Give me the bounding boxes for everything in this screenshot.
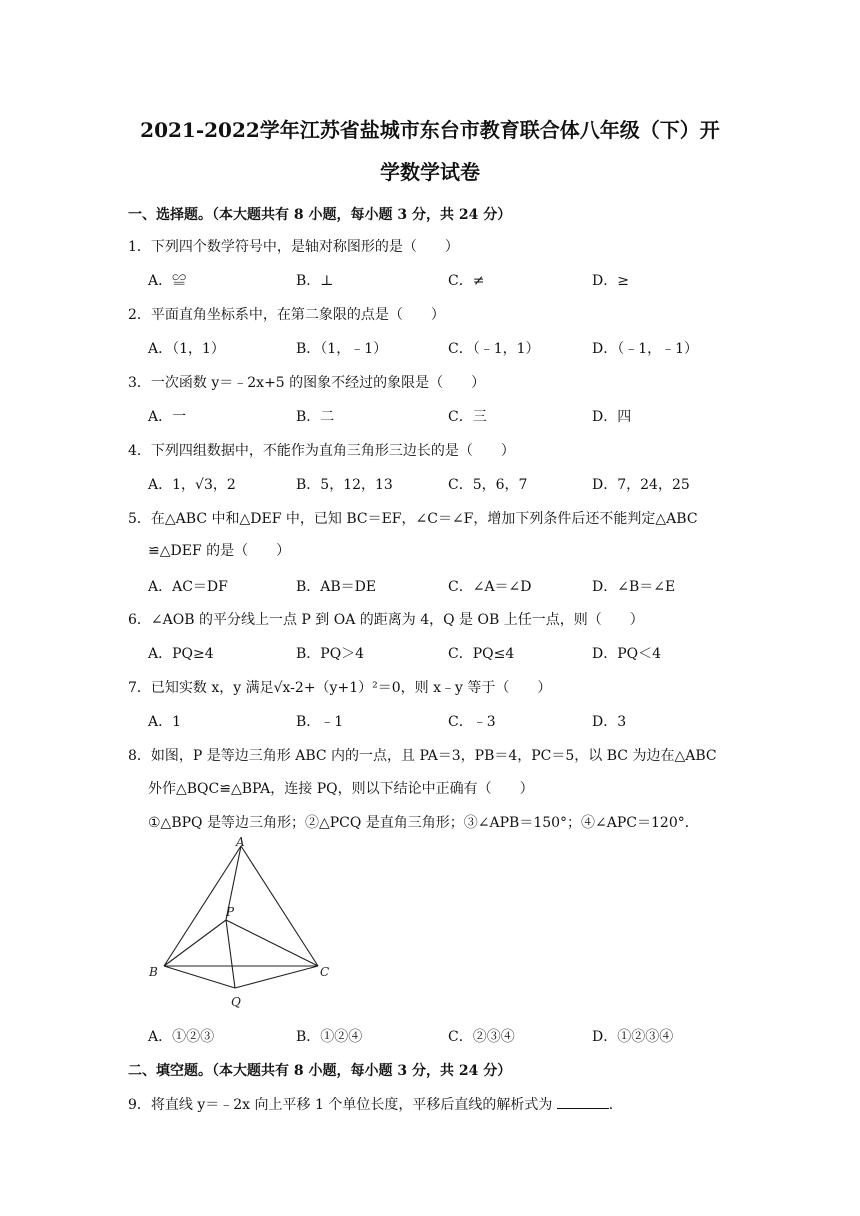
question-2-options: [148, 338, 748, 358]
q7-option-c: C．﹣3: [448, 714, 496, 730]
question-1-stem: 1．下列四个数学符号中，是轴对称图形的是（ ）: [128, 239, 459, 255]
q4-option-b: B．5，12，13: [296, 477, 393, 493]
question-2-stem: 2．平面直角坐标系中，在第二象限的点是（ ）: [128, 307, 445, 323]
question-8-options: [148, 1026, 748, 1046]
question-7-stem: 7．已知实数 x，y 满足√x-2+（y+1）²＝0，则 x﹣y 等于（ ）: [128, 680, 552, 696]
equilateral-triangle-figure: [140, 836, 340, 1014]
q5-option-d: D．∠B＝∠E: [592, 579, 676, 595]
exam-title-line-1: 2021-2022学年江苏省盐城市东台市教育联合体八年级（下）开: [140, 118, 720, 142]
q5-option-c: C．∠A＝∠D: [448, 579, 532, 595]
q2-option-c: C．（﹣1，1）: [448, 341, 540, 357]
q2-option-b: B．（1，﹣1）: [296, 341, 388, 357]
question-5-options: [148, 576, 748, 596]
q3-option-c: C．三: [448, 409, 487, 425]
q8-option-a: A．①②③: [148, 1029, 215, 1045]
question-6-options: [148, 643, 748, 663]
q2-option-d: D．（﹣1，﹣1）: [592, 341, 699, 357]
question-8-stem: 8．如图，P 是等边三角形 ABC 内的一点，且 PA＝3，PB＝4，PC＝5，以 BC 为边在△ABC: [128, 748, 717, 764]
question-4-stem: 4．下列四组数据中，不能作为直角三角形三边长的是（ ）: [128, 443, 515, 459]
answer-blank[interactable]: [557, 1094, 609, 1109]
question-1-options: [148, 270, 748, 290]
question-9-end: ．: [608, 1097, 623, 1113]
question-5-stem: 5．在△ABC 中和△DEF 中，已知 BC＝EF，∠C＝∠F，增加下列条件后还不能判定△ABC: [128, 511, 698, 527]
segment-bq: [164, 966, 235, 988]
q6-option-c: C．PQ≤4: [448, 646, 515, 662]
question-4-options: [148, 474, 748, 494]
section-1-heading: 一、选择题。（本大题共有 8 小题，每小题 3 分，共 24 分）: [128, 207, 512, 223]
question-6-stem: 6．∠AOB 的平分线上一点 P 到 OA 的距离为 4，Q 是 OB 上任一点，则（ ）: [128, 612, 644, 628]
q4-option-a: A．1，√3，2: [148, 477, 236, 493]
q3-option-b: B．二: [296, 409, 335, 425]
q8-option-c: C．②③④: [448, 1029, 515, 1045]
q3-option-a: A．一: [148, 409, 187, 425]
question-7-options: [148, 711, 748, 731]
q1-option-c: C．≠: [448, 273, 485, 289]
q6-option-d: D．PQ＜4: [592, 646, 662, 662]
question-8-stem-continued: 外作△BQC≌△BPA，连接 PQ，则以下结论中正确有（ ）: [148, 781, 534, 797]
q7-option-b: B．﹣1: [296, 714, 344, 730]
q4-option-c: C．5，6，7: [448, 477, 528, 493]
q4-option-d: D．7，24，25: [592, 477, 690, 493]
exam-title-line-2: 学数学试卷: [380, 160, 480, 184]
q8-option-b: B．①②④: [296, 1029, 363, 1045]
q1-option-b: B．⊥: [296, 273, 334, 289]
question-9-text: 9．将直线 y＝﹣2x 向上平移 1 个单位长度，平移后直线的解析式为: [128, 1097, 553, 1113]
q2-option-a: A．（1，1）: [148, 341, 225, 357]
q3-option-d: D．四: [592, 409, 632, 425]
point-label-q: Q: [231, 995, 241, 1009]
question-8-statements: ①△BPQ 是等边三角形；②△PCQ 是直角三角形；③∠APB＝150°；④∠APC＝120°．: [148, 815, 699, 831]
vertex-label-a: A: [236, 836, 245, 849]
question-9-stem: [128, 1094, 623, 1114]
segment-cq: [235, 966, 318, 988]
q7-option-a: A．1: [148, 714, 182, 730]
vertex-label-c: C: [320, 965, 330, 979]
q6-option-b: B．PQ＞4: [296, 646, 365, 662]
section-2-heading: 二、填空题。（本大题共有 8 小题，每小题 3 分，共 24 分）: [128, 1063, 512, 1079]
q1-option-a: A．≌: [148, 273, 187, 289]
segment-pq: [226, 920, 235, 988]
q6-option-a: A．PQ≥4: [148, 646, 214, 662]
segment-pc: [226, 920, 318, 966]
q1-option-d: D．≥: [592, 273, 629, 289]
q7-option-d: D．3: [592, 714, 627, 730]
q5-option-a: A．AC＝DF: [148, 579, 228, 595]
vertex-label-b: B: [149, 965, 158, 979]
segment-pb: [164, 920, 226, 966]
edge-ac: [241, 846, 318, 966]
q5-option-b: B．AB＝DE: [296, 579, 377, 595]
question-3-options: [148, 406, 748, 426]
question-3-stem: 3．一次函数 y＝﹣2x+5 的图象不经过的象限是（ ）: [128, 375, 486, 391]
point-label-p: P: [226, 905, 235, 919]
q8-option-d: D．①②③④: [592, 1029, 674, 1045]
question-5-stem-continued: ≌△DEF 的是（ ）: [148, 543, 291, 559]
